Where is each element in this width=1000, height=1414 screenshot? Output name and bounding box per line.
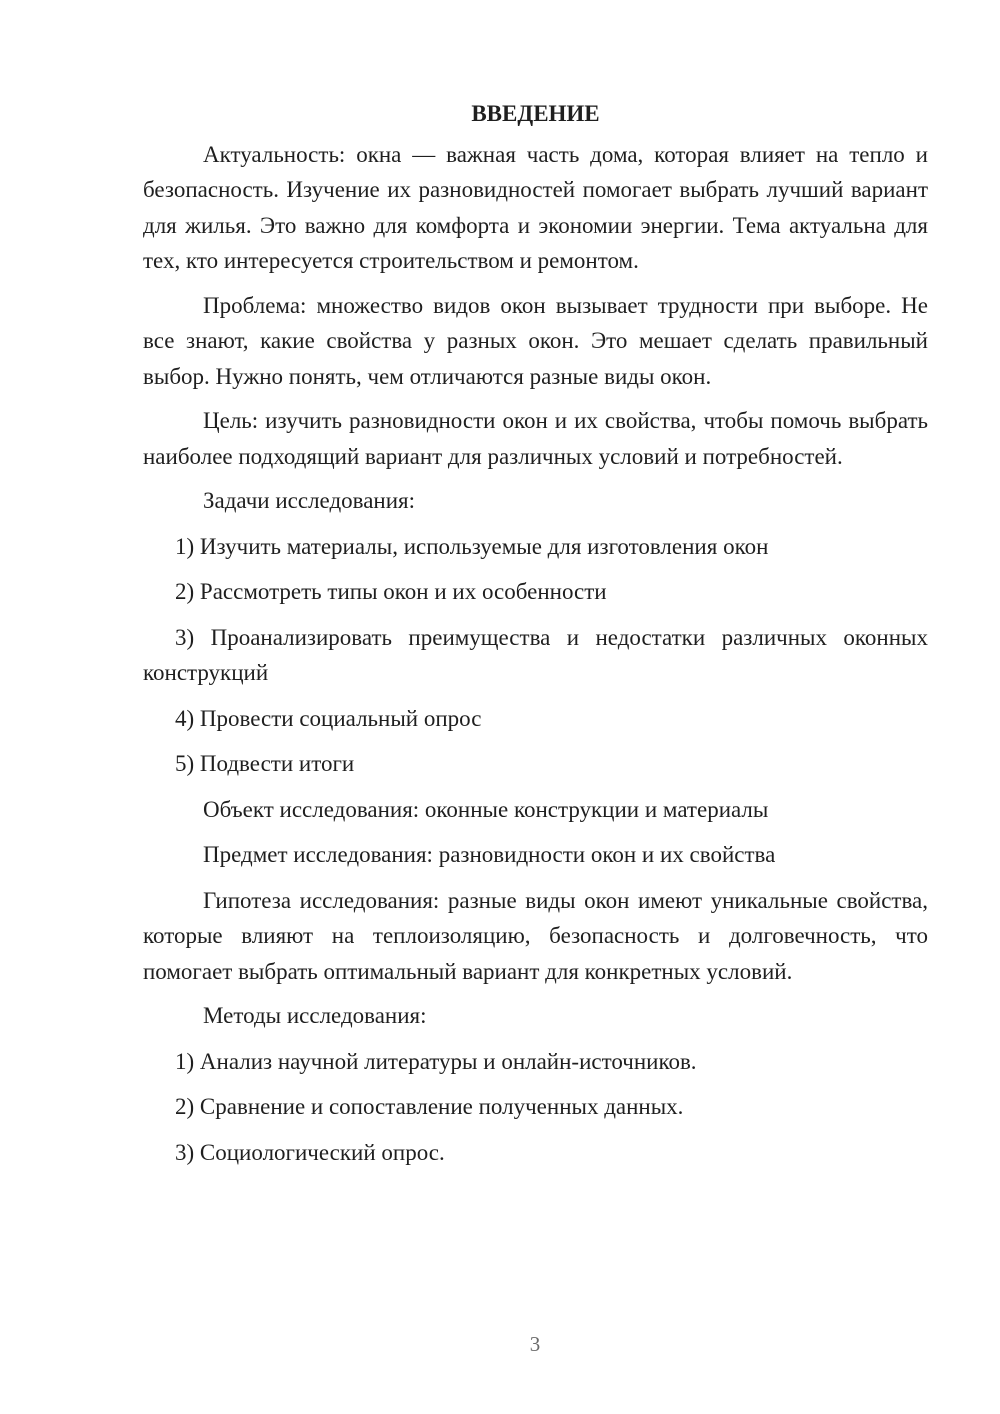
method-item: 1) Анализ научной литературы и онлайн-источников.	[175, 1048, 697, 1074]
task-item: 4) Провести социальный опрос	[175, 705, 482, 731]
problem-paragraph: Проблема: множество видов окон вызывает трудности при выборе. Не все знают, какие свойства у разных окон. Это мешает сделать правильный выбор. Нужно понять, чем отличаются разные виды окон.	[143, 292, 928, 389]
task-item: 5) Подвести итоги	[175, 751, 355, 776]
relevance-paragraph: Актуальность: окна — важная часть дома, которая влияет на тепло и безопасность. Изучение их разновидностей помогает выбрать лучший вариант для жилья. Это важно для комфорта и экономии энергии. Тема актуальна для тех, кто интересуется строительством и ремонтом.	[143, 141, 928, 273]
subject-paragraph: Предмет исследования: разновидности окон и их свойства	[203, 842, 776, 867]
goal-paragraph: Цель: изучить разновидности окон и их свойства, чтобы помочь выбрать наиболее подходящий вариант для различных условий и потребностей.	[143, 408, 928, 469]
task-item: 1) Изучить материалы, используемые для изготовления окон	[175, 533, 769, 559]
page-number: 3	[529, 1332, 541, 1356]
section-heading: ВВЕДЕНИЕ	[471, 101, 600, 126]
tasks-title: Задачи исследования:	[203, 488, 416, 513]
methods-title: Методы исследования:	[203, 1003, 427, 1028]
method-item: 3) Социологический опрос.	[175, 1139, 445, 1165]
object-paragraph: Объект исследования: оконные конструкции и материалы	[203, 796, 769, 822]
task-item: 3) Проанализировать преимущества и недостатки различных оконных конструкций	[143, 624, 928, 685]
hypothesis-paragraph: Гипотеза исследования: разные виды окон имеют уникальные свойства, которые влияют на теплоизоляцию, безопасность и долговечность, что помогает выбрать оптимальный вариант для конкретных условий.	[143, 887, 928, 984]
method-item: 2) Сравнение и сопоставление полученных данных.	[175, 1094, 684, 1119]
document-page	[143, 96, 928, 1180]
task-item: 2) Рассмотреть типы окон и их особенности	[175, 579, 607, 604]
